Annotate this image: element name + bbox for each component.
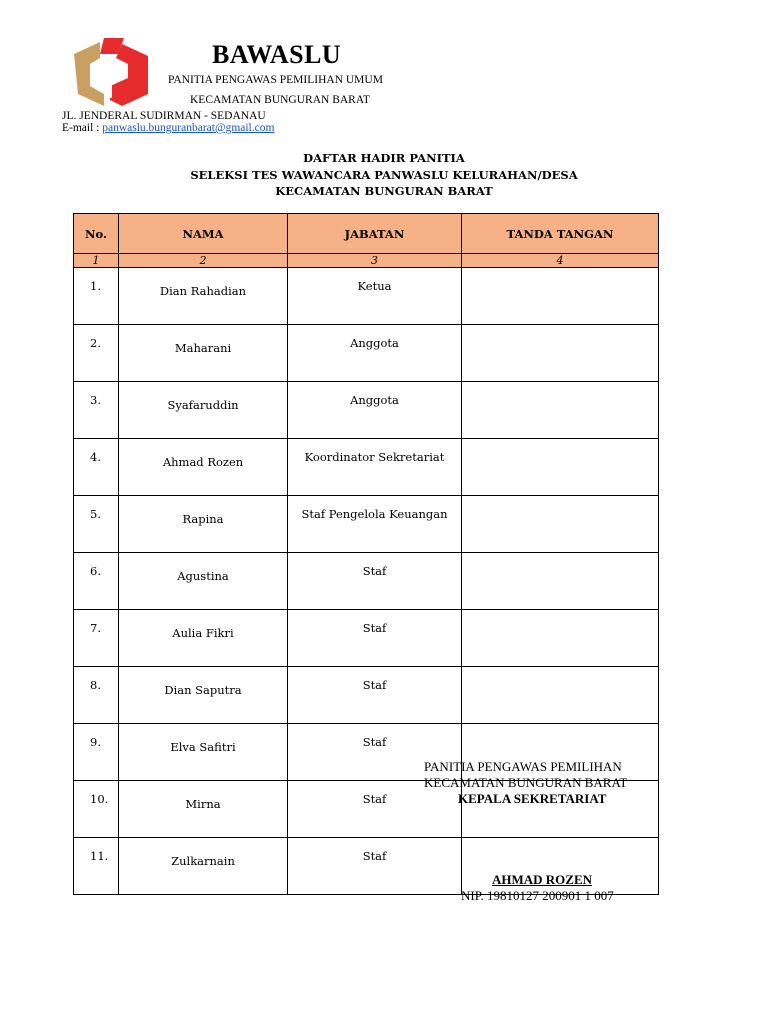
cell-nama: Dian Rahadian: [119, 268, 288, 325]
index-cell: 1: [74, 254, 119, 268]
row-number: 9.: [90, 735, 101, 749]
table-row: [74, 382, 659, 439]
cell-jabatan: Staf: [288, 610, 462, 667]
cell-tanda-tangan[interactable]: [462, 667, 659, 724]
row-number: 3.: [90, 393, 101, 407]
cell-no: [74, 724, 119, 781]
cell-nama: Syafaruddin: [119, 382, 288, 439]
cell-no: [74, 439, 119, 496]
row-number: 4.: [90, 450, 101, 464]
cell-no: [74, 325, 119, 382]
cell-nama: Agustina: [119, 553, 288, 610]
cell-tanda-tangan[interactable]: [462, 553, 659, 610]
signature-line-1: PANITIA PENGAWAS PEMILIHAN: [424, 759, 622, 774]
cell-tanda-tangan[interactable]: [462, 382, 659, 439]
email-label: E-mail :: [62, 122, 103, 134]
org-name: BAWASLU: [212, 40, 342, 69]
table-row: [74, 610, 659, 667]
cell-jabatan: Staf Pengelola Keuangan: [288, 496, 462, 553]
table-row: [74, 268, 659, 325]
cell-no: [74, 781, 119, 838]
cell-tanda-tangan[interactable]: [462, 610, 659, 667]
title-line-2: SELEKSI TES WAWANCARA PANWASLU KELURAHAN/DESA: [190, 167, 578, 182]
cell-jabatan: Staf: [288, 667, 462, 724]
table-row: [74, 553, 659, 610]
cell-jabatan: Koordinator Sekretariat: [288, 439, 462, 496]
cell-no: [74, 838, 119, 895]
org-subtitle-2: KECAMATAN BUNGURAN BARAT: [190, 94, 370, 106]
cell-jabatan: Ketua: [288, 268, 462, 325]
cell-no: [74, 610, 119, 667]
cell-nama: Mirna: [119, 781, 288, 838]
cell-no: [74, 667, 119, 724]
cell-tanda-tangan[interactable]: [462, 268, 659, 325]
cell-no: [74, 268, 119, 325]
cell-nama: Rapina: [119, 496, 288, 553]
cell-tanda-tangan[interactable]: [462, 496, 659, 553]
cell-nama: Elva Safitri: [119, 724, 288, 781]
index-cell: 3: [288, 254, 462, 268]
header-no: No.: [74, 214, 119, 254]
cell-jabatan: Staf: [288, 724, 462, 781]
row-number: 8.: [90, 678, 101, 692]
cell-nama: Ahmad Rozen: [119, 439, 288, 496]
cell-no: [74, 382, 119, 439]
row-number: 2.: [90, 336, 101, 350]
index-cell: 2: [119, 254, 288, 268]
table-row: [74, 496, 659, 553]
title-line-1: DAFTAR HADIR PANITIA: [303, 151, 465, 165]
cell-tanda-tangan[interactable]: [462, 325, 659, 382]
cell-jabatan: Staf: [288, 553, 462, 610]
cell-nama: Dian Saputra: [119, 667, 288, 724]
header-tanda-tangan: TANDA TANGAN: [462, 214, 659, 254]
cell-nama: Maharani: [119, 325, 288, 382]
row-number: 1.: [90, 279, 101, 293]
cell-jabatan: Anggota: [288, 325, 462, 382]
row-number: 10.: [90, 792, 109, 806]
title-line-3: KECAMATAN BUNGURAN BARAT: [275, 184, 493, 198]
table-row: [74, 667, 659, 724]
email-row: [62, 122, 274, 134]
row-number: 11.: [90, 849, 109, 863]
bawaslu-logo-icon: [70, 36, 152, 108]
table-row: [74, 439, 659, 496]
document-title: [0, 150, 768, 200]
signatory-nip: NIP. 19810127 200901 1 007: [461, 888, 614, 903]
row-number: 5.: [90, 507, 101, 521]
index-cell: 4: [462, 254, 659, 268]
row-number: 6.: [90, 564, 101, 578]
header-jabatan: JABATAN: [288, 214, 462, 254]
cell-tanda-tangan[interactable]: [462, 439, 659, 496]
cell-no: [74, 553, 119, 610]
cell-jabatan: Staf: [288, 838, 462, 895]
org-address: JL. JENDERAL SUDIRMAN - SEDANAU: [62, 110, 266, 122]
signature-role: KEPALA SEKRETARIAT: [458, 791, 607, 806]
cell-no: [74, 496, 119, 553]
signatory-name: AHMAD ROZEN: [492, 872, 593, 887]
table-row: [74, 325, 659, 382]
row-number: 7.: [90, 621, 101, 635]
cell-jabatan: Anggota: [288, 382, 462, 439]
cell-nama: Aulia Fikri: [119, 610, 288, 667]
table-index-row: [74, 254, 659, 268]
email-link[interactable]: panwaslu.bunguranbarat@gmail.com: [102, 122, 275, 134]
header-nama: NAMA: [119, 214, 288, 254]
cell-nama: Zulkarnain: [119, 838, 288, 895]
cell-jabatan: Staf: [288, 781, 462, 838]
org-subtitle-1: PANITIA PENGAWAS PEMILIHAN UMUM: [168, 74, 383, 86]
table-header-row: [74, 214, 659, 254]
signature-line-2: KECAMATAN BUNGURAN BARAT: [424, 775, 628, 790]
